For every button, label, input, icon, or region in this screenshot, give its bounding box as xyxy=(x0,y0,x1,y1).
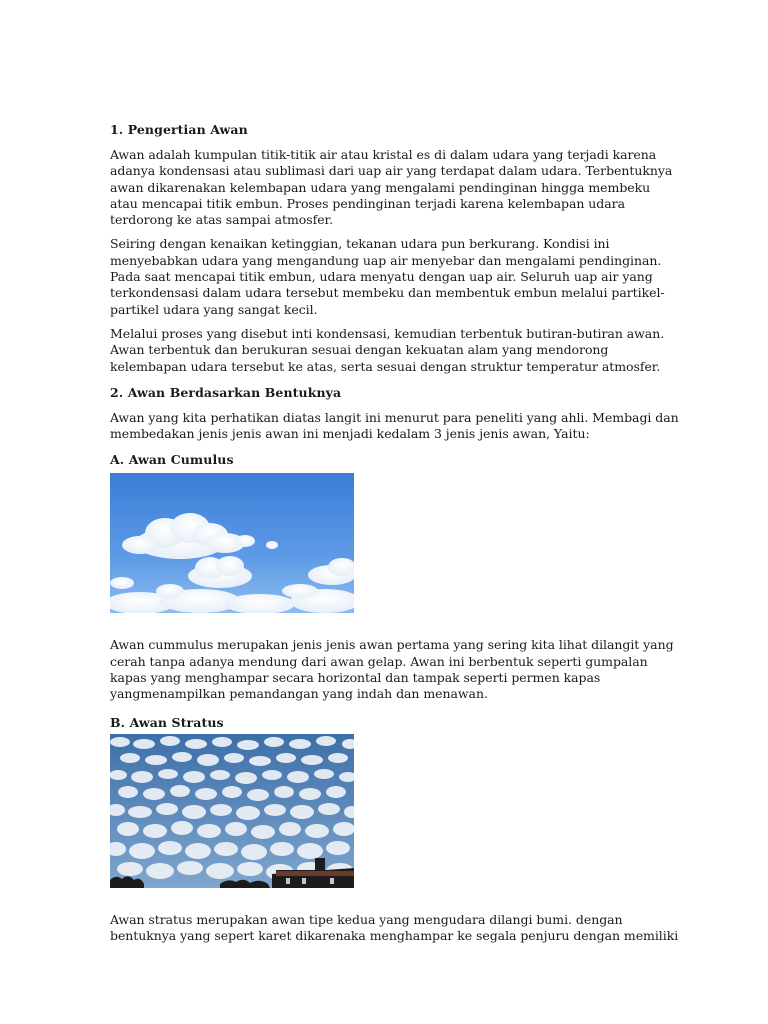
subheading-awan-stratus: B. Awan Stratus xyxy=(110,714,224,730)
subheading-awan-cumulus: A. Awan Cumulus xyxy=(110,452,234,468)
stratus-cloud-photo xyxy=(110,734,354,888)
paragraph: Awan yang kita perhatikan diatas langit ini menurut para peneliti yang ahli. Membagi dan membedakan jenis jenis awan ini menjadi kedalam 3 jenis jenis awan, Yaitu: xyxy=(110,409,679,442)
document-page xyxy=(110,122,680,952)
paragraph: Seiring dengan kenaikan ketinggian, tekanan udara pun berkurang. Kondisi ini menyebabkan udara yang mengandung uap air menyebar dan mengalami pendinginan. Pada saat mencapai titik embun, udara menyatu dengan uap air. Seluruh uap air yang terkondensasi dalam udara tersebut membeku dan membentuk embun melalui partikel-partikel udara yang sangat kecil. xyxy=(110,236,665,317)
paragraph: Awan adalah kumpulan titik-titik air atau kristal es di dalam udara yang terjadi karena adanya kondensasi atau sublimasi dari uap air yang terdapat dalam udara. Terbentuknya awan dikarenakan kelembapan udara yang mengalami pendinginan hingga membeku atau mencapai titik embun. Proses pendinginan terjadi karena kelembapan udara terdorong ke atas sampai atmosfer. xyxy=(110,147,673,228)
paragraph: Awan cummulus merupakan jenis jenis awan pertama yang sering kita lihat dilangit yang cerah tanpa adanya mendung dari awan gelap. Awan ini berbentuk seperti gumpalan kapas yang menghampar secara horizontal dan tampak seperti permen kapas yangmenampilkan pemandangan yang indah dan menawan. xyxy=(110,637,674,702)
section-heading-pengertian-awan: 1. Pengertian Awan xyxy=(110,122,248,137)
paragraph: Awan stratus merupakan awan tipe kedua yang mengudara dilangi bumi. dengan bentuknya yang sepert karet dikarenaka menghampar ke segala penjuru dengan memiliki xyxy=(110,911,679,943)
cumulus-cloud-photo xyxy=(110,473,354,613)
paragraph: Melalui proses yang disebut inti kondensasi, kemudian terbentuk butiran-butiran awan. Awan terbentuk dan berukuran sesuai dengan kekuatan alam yang mendorong kelembapan udara tersebut ke atas, serta sesuai dengan struktur temperatur atmosfer. xyxy=(110,325,665,374)
section-heading-bentuk-awan: 2. Awan Berdasarkan Bentuknya xyxy=(110,384,342,400)
